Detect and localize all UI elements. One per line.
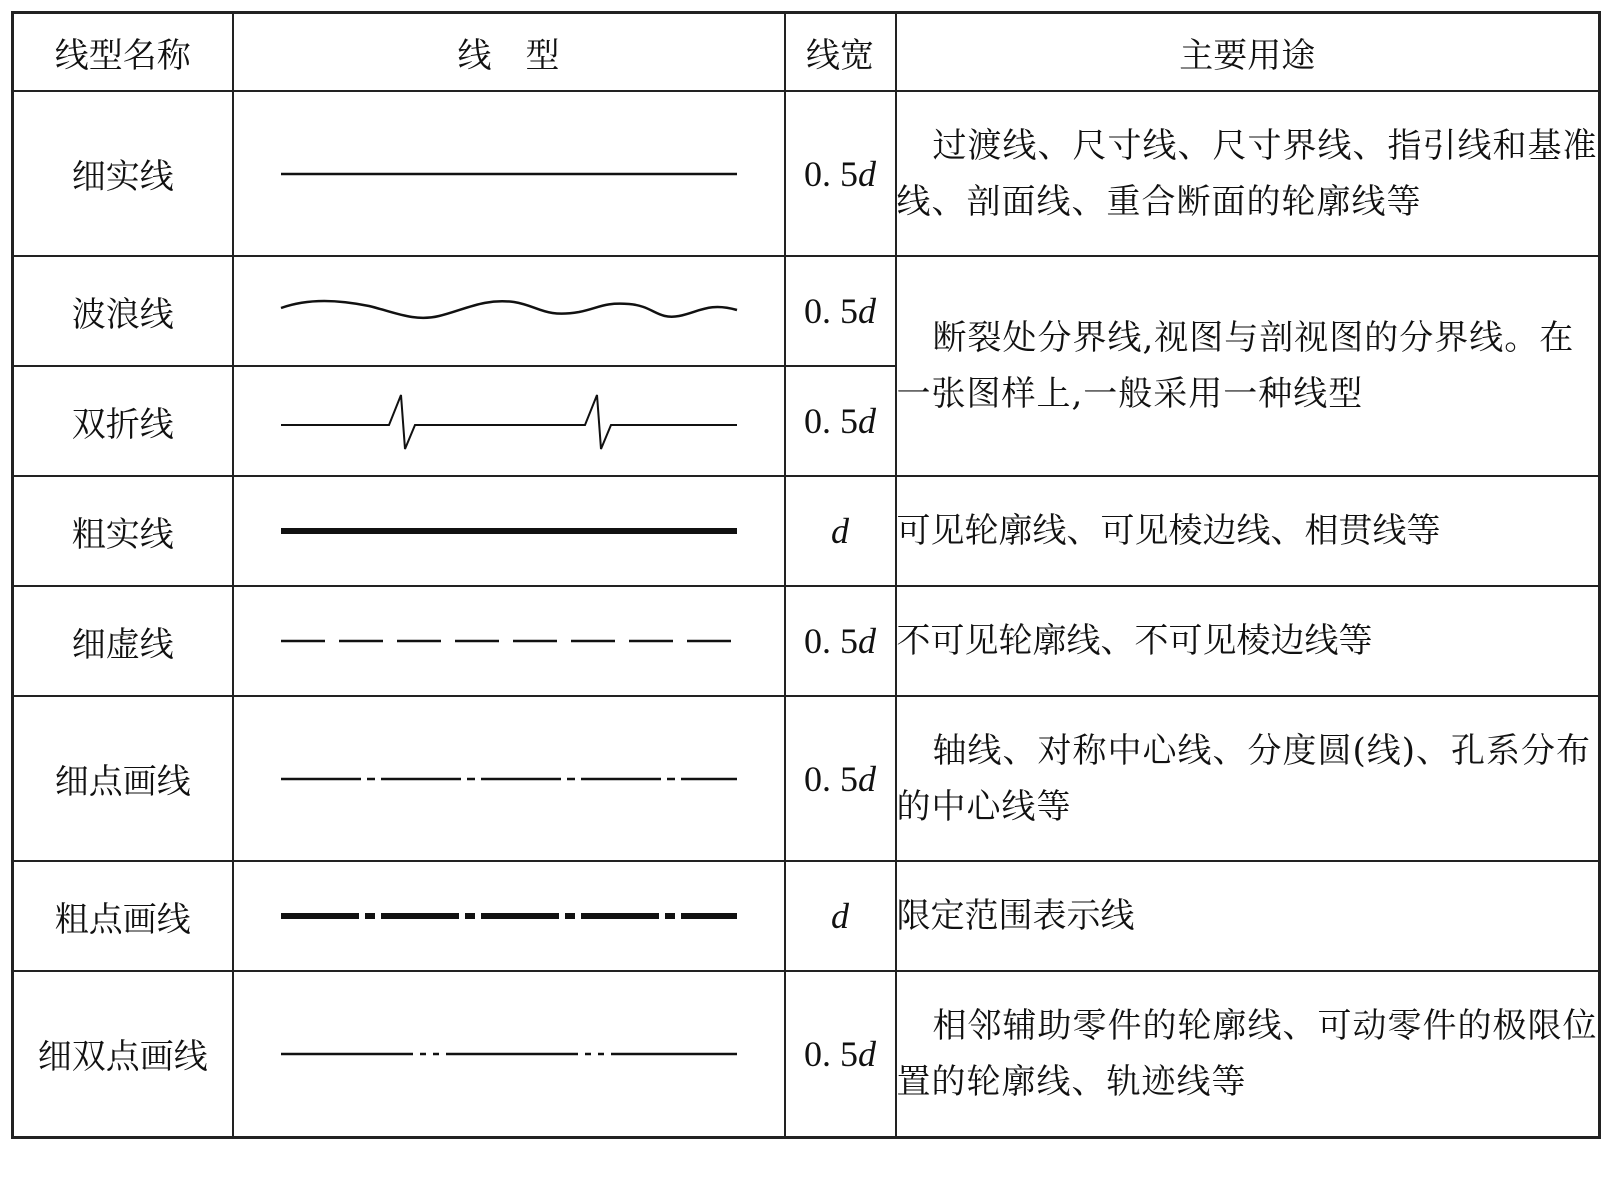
header-use: 主要用途 [896,13,1600,92]
row-use: 不可见轮廓线、不可见棱边线等 [896,586,1600,696]
table-row [13,861,1600,971]
table-row [13,586,1600,696]
table-row [13,696,1600,861]
row-use: 断裂处分界线,视图与剖视图的分界线。在一张图样上,一般采用一种线型 [896,256,1600,476]
row-name: 细点画线 [13,696,233,861]
line-sample-thin-dashed [233,586,785,696]
row-width: 0. 5d [785,366,896,476]
row-name: 粗点画线 [13,861,233,971]
row-width: 0. 5d [785,91,896,256]
header-line: 线 型 [233,13,785,92]
row-width: 0. 5d [785,256,896,366]
row-use: 轴线、对称中心线、分度圆(线)、孔系分布的中心线等 [896,696,1600,861]
row-use: 相邻辅助零件的轮廓线、可动零件的极限位置的轮廓线、轨迹线等 [896,971,1600,1137]
row-use: 过渡线、尺寸线、尺寸界线、指引线和基准线、剖面线、重合断面的轮廓线等 [896,91,1600,256]
line-sample-thin-solid [233,91,785,256]
line-sample-wave [233,256,785,366]
row-width: 0. 5d [785,696,896,861]
row-width: 0. 5d [785,586,896,696]
table-row [13,256,1600,366]
line-sample-double-zigzag [233,366,785,476]
row-name: 细实线 [13,91,233,256]
row-name: 细双点画线 [13,971,233,1137]
line-sample-thick-solid [233,476,785,586]
header-name: 线型名称 [13,13,233,92]
table-row [13,476,1600,586]
row-width: 0. 5d [785,971,896,1137]
header-row [13,13,1600,92]
row-width: d [785,476,896,586]
row-use: 限定范围表示线 [896,861,1600,971]
row-name: 细虚线 [13,586,233,696]
row-name: 波浪线 [13,256,233,366]
header-width: 线宽 [785,13,896,92]
table-row [13,971,1600,1137]
line-sample-thin-double-dash-dot [233,971,785,1137]
row-name: 双折线 [13,366,233,476]
row-width: d [785,861,896,971]
line-type-table [11,11,1601,1139]
line-sample-thin-dash-dot [233,696,785,861]
row-use: 可见轮廓线、可见棱边线、相贯线等 [896,476,1600,586]
line-sample-thick-dash-dot [233,861,785,971]
table-row [13,91,1600,256]
row-name: 粗实线 [13,476,233,586]
